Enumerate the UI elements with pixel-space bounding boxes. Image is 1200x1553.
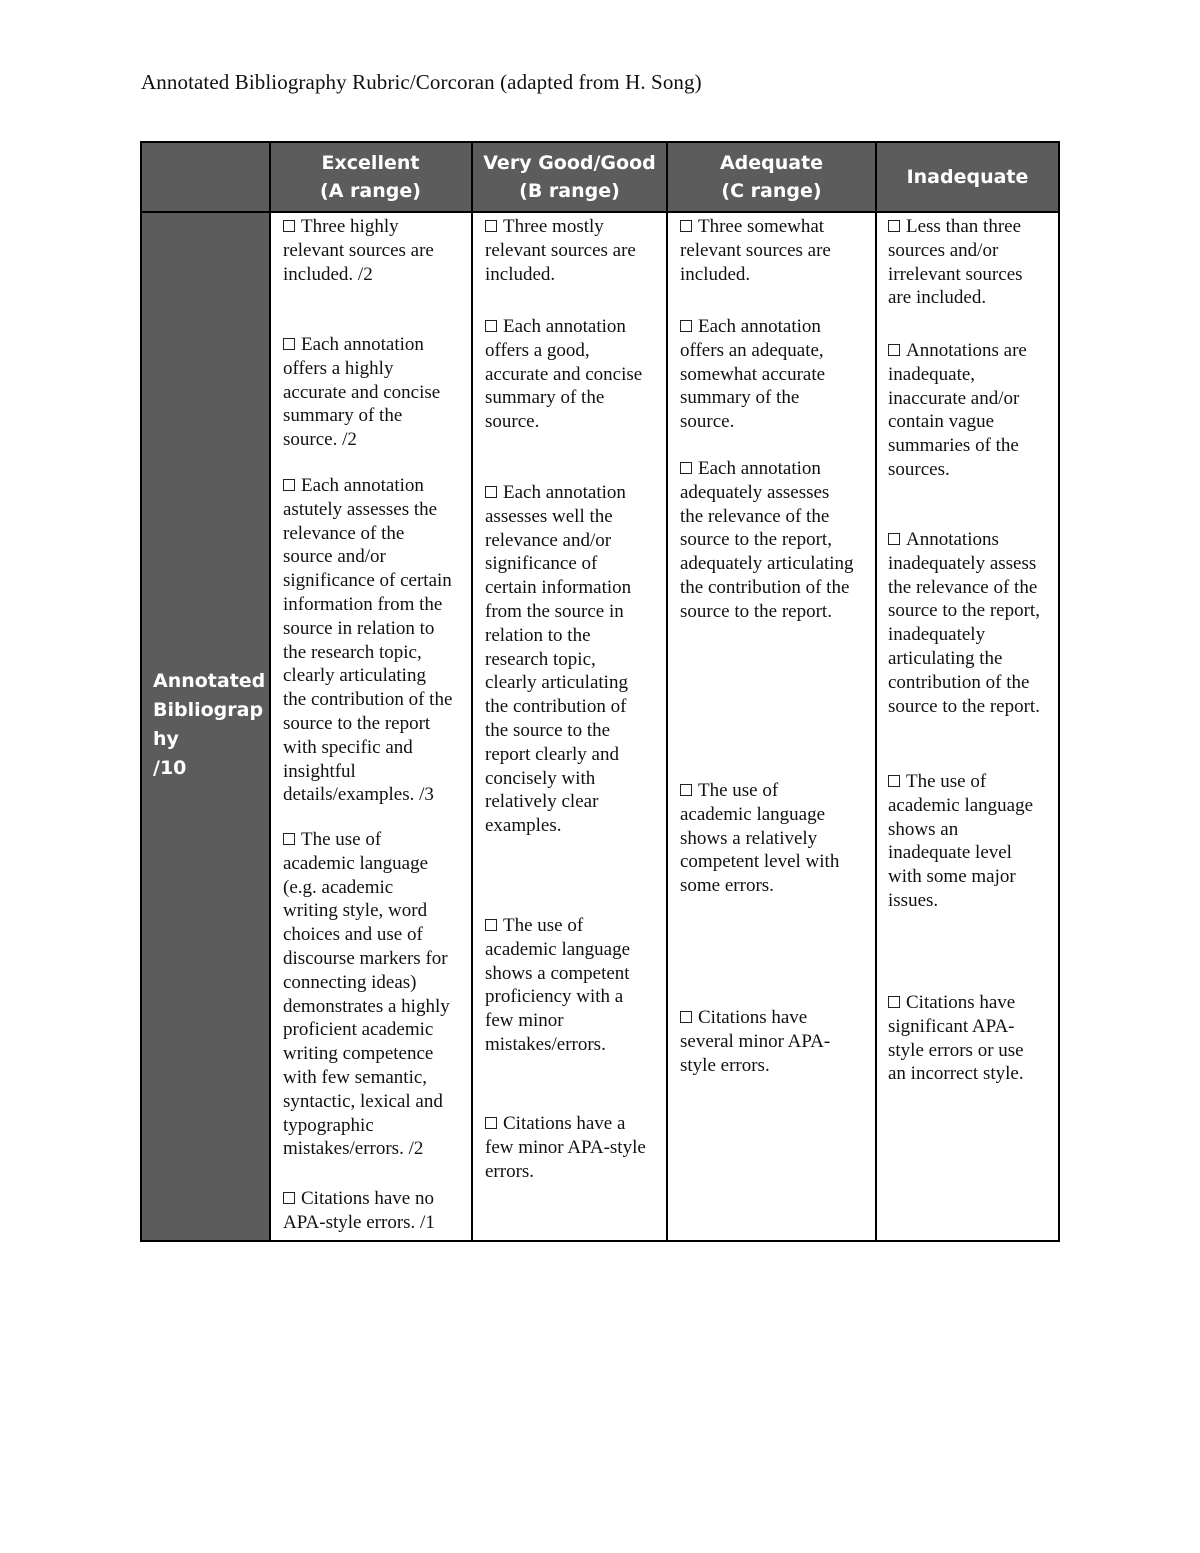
criterion-line: with specific and (283, 736, 413, 758)
criterion-line: relevant sources are (485, 239, 636, 261)
criterion-line: astutely assesses the (283, 498, 438, 520)
criterion-line: Annotations are (888, 339, 1027, 363)
criterion-line: certain information (485, 577, 632, 599)
criterion-line: report clearly and (485, 743, 619, 765)
checkbox-icon (680, 320, 692, 332)
criterion-line: accurate and concise (283, 381, 441, 403)
criterion-line: Each annotation (680, 457, 854, 481)
criterion-line: source to the report (283, 712, 431, 734)
checkbox-icon (485, 220, 497, 232)
criterion-line: discourse markers for (283, 947, 448, 969)
criterion-line: examples. (485, 815, 562, 837)
criterion-line: relatively clear (485, 791, 599, 813)
criterion-inadequate-3 (888, 528, 1040, 718)
checkbox-icon (888, 533, 900, 545)
criterion-line: writing style, word (283, 900, 428, 922)
criterion-inadequate-5 (888, 991, 1024, 1086)
criterion-line: Three mostly (485, 215, 636, 239)
criterion-line: style errors. (680, 1054, 770, 1076)
header-very-good-range: (B range) (519, 180, 620, 202)
page-title: Annotated Bibliography Rubric/Corcoran (adapted from H. Song) (141, 70, 702, 94)
criterion-line: the relevance of the (680, 505, 830, 527)
criterion-line: several minor APA- (680, 1030, 831, 1052)
row-label-line: Bibliograp (153, 699, 264, 721)
criterion-inadequate-4 (888, 770, 1033, 913)
criterion-line: inadequately (888, 624, 986, 646)
criterion-line: The use of (283, 828, 450, 852)
criterion-line: source. /2 (283, 429, 357, 451)
criterion-line: shows an (888, 818, 959, 840)
criterion-line: Each annotation (680, 315, 825, 339)
criterion-line: Three highly (283, 215, 434, 239)
criterion-very-good-3 (485, 481, 631, 838)
criterion-line: source in relation to (283, 617, 435, 639)
criterion-line: the research topic, (283, 641, 422, 663)
criterion-line: academic language (680, 803, 826, 825)
checkbox-icon (283, 338, 295, 350)
criterion-adequate-2 (680, 315, 825, 434)
criterion-line: connecting ideas) (283, 971, 417, 993)
criterion-line: some errors. (680, 875, 774, 897)
criterion-line: Each annotation (283, 333, 440, 357)
criterion-excellent-3 (283, 474, 452, 807)
rubric-table (140, 141, 1060, 1242)
criterion-line: source. (485, 411, 540, 433)
criterion-line: Less than three (888, 215, 1023, 239)
criterion-line: the source to the (485, 719, 611, 741)
criterion-line: source and/or (283, 546, 386, 568)
criterion-line: relevance of the (283, 522, 405, 544)
checkbox-icon (680, 784, 692, 796)
column-divider (269, 143, 271, 1240)
checkbox-icon (283, 479, 295, 491)
criterion-line: contain vague (888, 411, 995, 433)
criterion-line: offers an adequate, (680, 339, 824, 361)
checkbox-icon (283, 1192, 295, 1204)
criterion-inadequate-1 (888, 215, 1023, 310)
criterion-line: included. (485, 263, 556, 285)
criterion-line: writing competence (283, 1043, 434, 1065)
criterion-line: Annotations (888, 528, 1040, 552)
criterion-line: typographic (283, 1114, 374, 1136)
criterion-line: source. (680, 411, 735, 433)
criterion-inadequate-2 (888, 339, 1027, 482)
header-adequate (668, 143, 875, 211)
criterion-line: summary of the (680, 387, 800, 409)
criterion-line: somewhat accurate (680, 363, 826, 385)
criterion-line: shows a competent (485, 962, 630, 984)
criterion-line: sources and/or (888, 239, 999, 261)
criterion-line: academic language (485, 938, 631, 960)
criterion-line: the relevance of the (888, 576, 1038, 598)
row-label-cell (142, 213, 269, 1240)
criterion-line: Each annotation (485, 481, 631, 505)
criterion-line: contribution of the (888, 671, 1030, 693)
criterion-line: relevant sources are (283, 239, 434, 261)
checkbox-icon (283, 833, 295, 845)
criterion-line: Citations have a (485, 1112, 646, 1136)
criterion-excellent-1 (283, 215, 434, 286)
criterion-line: The use of (485, 914, 630, 938)
criterion-line: Each annotation (283, 474, 452, 498)
criterion-line: relevant sources are (680, 239, 831, 261)
criterion-line: The use of (888, 770, 1033, 794)
criterion-line: The use of (680, 779, 839, 803)
criterion-line: proficiency with a (485, 986, 624, 1008)
criterion-line: errors. (485, 1160, 535, 1182)
criterion-line: irrelevant sources (888, 263, 1023, 285)
criterion-line: inaccurate and/or (888, 387, 1020, 409)
column-divider (471, 143, 473, 1240)
criterion-line: included. (680, 263, 751, 285)
criterion-line: articulating the (888, 647, 1003, 669)
criterion-line: Three somewhat (680, 215, 831, 239)
header-row (142, 143, 1058, 213)
criterion-line: insightful (283, 760, 356, 782)
criterion-line: few minor (485, 1010, 564, 1032)
header-very-good-title: Very Good/Good (483, 152, 656, 174)
criterion-line: mistakes/errors. /2 (283, 1138, 424, 1160)
checkbox-icon (680, 462, 692, 474)
criterion-line: demonstrates a highly (283, 995, 450, 1017)
checkbox-icon (485, 919, 497, 931)
criterion-line: information from the (283, 593, 443, 615)
criterion-line: summary of the (485, 387, 605, 409)
criterion-line: accurate and concise (485, 363, 643, 385)
criterion-line: details/examples. /3 (283, 784, 434, 806)
header-very-good (473, 143, 666, 211)
criterion-line: choices and use of (283, 924, 423, 946)
criterion-line: source to the report. (680, 600, 832, 622)
criterion-line: clearly articulating (485, 672, 628, 694)
criterion-adequate-4 (680, 779, 839, 898)
criterion-line: issues. (888, 889, 939, 911)
checkbox-icon (485, 1117, 497, 1129)
checkbox-icon (888, 220, 900, 232)
criterion-line: source to the report. (888, 695, 1040, 717)
criterion-line: source to the report, (888, 600, 1040, 622)
checkbox-icon (680, 1011, 692, 1023)
criterion-line: shows a relatively (680, 827, 818, 849)
criterion-excellent-2 (283, 333, 440, 452)
criterion-line: relation to the (485, 624, 591, 646)
criterion-line: academic language (283, 852, 429, 874)
header-excellent-range: (A range) (320, 180, 421, 202)
criterion-line: sources. (888, 458, 950, 480)
criterion-excellent-4 (283, 828, 450, 1161)
criterion-line: significance of (485, 553, 598, 575)
criterion-line: research topic, (485, 648, 596, 670)
criterion-line: style errors or use (888, 1039, 1024, 1061)
header-adequate-range: (C range) (721, 180, 822, 202)
criterion-line: proficient academic (283, 1019, 434, 1041)
column-divider (875, 143, 877, 1240)
criterion-line: with some major (888, 866, 1016, 888)
checkbox-icon (888, 996, 900, 1008)
criterion-line: significant APA- (888, 1015, 1015, 1037)
criterion-line: the contribution of the (283, 689, 453, 711)
row-label-line: hy (153, 728, 179, 750)
criterion-line: few minor APA-style (485, 1136, 646, 1158)
header-inadequate (877, 143, 1058, 211)
checkbox-icon (888, 775, 900, 787)
criterion-line: (e.g. academic (283, 876, 394, 898)
criterion-line: significance of certain (283, 570, 452, 592)
checkbox-icon (485, 320, 497, 332)
criterion-line: Citations have no (283, 1187, 435, 1211)
header-excellent (270, 143, 471, 211)
checkbox-icon (283, 220, 295, 232)
header-inadequate-title: Inadequate (906, 166, 1029, 188)
row-label-line: /10 (153, 757, 187, 779)
criterion-line: from the source in (485, 600, 624, 622)
criterion-line: are included. (888, 287, 987, 309)
criterion-line: assesses well the (485, 505, 613, 527)
criterion-line: mistakes/errors. (485, 1033, 606, 1055)
criterion-line: academic language (888, 794, 1034, 816)
criterion-line: the contribution of the (680, 576, 850, 598)
criterion-line: summaries of the (888, 435, 1019, 457)
criterion-line: offers a highly (283, 357, 394, 379)
criterion-adequate-1 (680, 215, 831, 286)
criterion-line: Each annotation (485, 315, 642, 339)
header-excellent-title: Excellent (321, 152, 420, 174)
criterion-very-good-1 (485, 215, 636, 286)
criterion-line: competent level with (680, 851, 840, 873)
row-label-line: Annotated (153, 670, 266, 692)
criterion-very-good-2 (485, 315, 642, 434)
criterion-adequate-3 (680, 457, 854, 624)
criterion-excellent-5 (283, 1187, 435, 1235)
checkbox-icon (485, 486, 497, 498)
criterion-line: offers a good, (485, 339, 590, 361)
criterion-line: clearly articulating (283, 665, 426, 687)
criterion-line: inadequate level (888, 842, 1012, 864)
criterion-adequate-5 (680, 1006, 830, 1077)
criterion-line: syntactic, lexical and (283, 1090, 443, 1112)
criterion-line: Citations have (680, 1006, 830, 1030)
checkbox-icon (680, 220, 692, 232)
criterion-line: adequately assesses (680, 481, 830, 503)
criterion-line: the contribution of (485, 696, 627, 718)
criterion-line: inadequately assess (888, 552, 1037, 574)
criterion-line: summary of the (283, 405, 403, 427)
criterion-very-good-4 (485, 914, 630, 1057)
header-adequate-title: Adequate (719, 152, 824, 174)
criterion-line: source to the report, (680, 529, 832, 551)
criterion-very-good-5 (485, 1112, 646, 1183)
criterion-line: adequately articulating (680, 553, 854, 575)
criterion-line: included. /2 (283, 263, 373, 285)
criterion-line: with few semantic, (283, 1066, 428, 1088)
criterion-line: APA-style errors. /1 (283, 1211, 435, 1233)
column-divider (666, 143, 668, 1240)
criterion-line: concisely with (485, 767, 596, 789)
criterion-line: an incorrect style. (888, 1063, 1024, 1085)
criterion-line: relevance and/or (485, 529, 612, 551)
row-label (153, 667, 265, 783)
criterion-line: Citations have (888, 991, 1024, 1015)
checkbox-icon (888, 344, 900, 356)
criterion-line: inadequate, (888, 363, 976, 385)
